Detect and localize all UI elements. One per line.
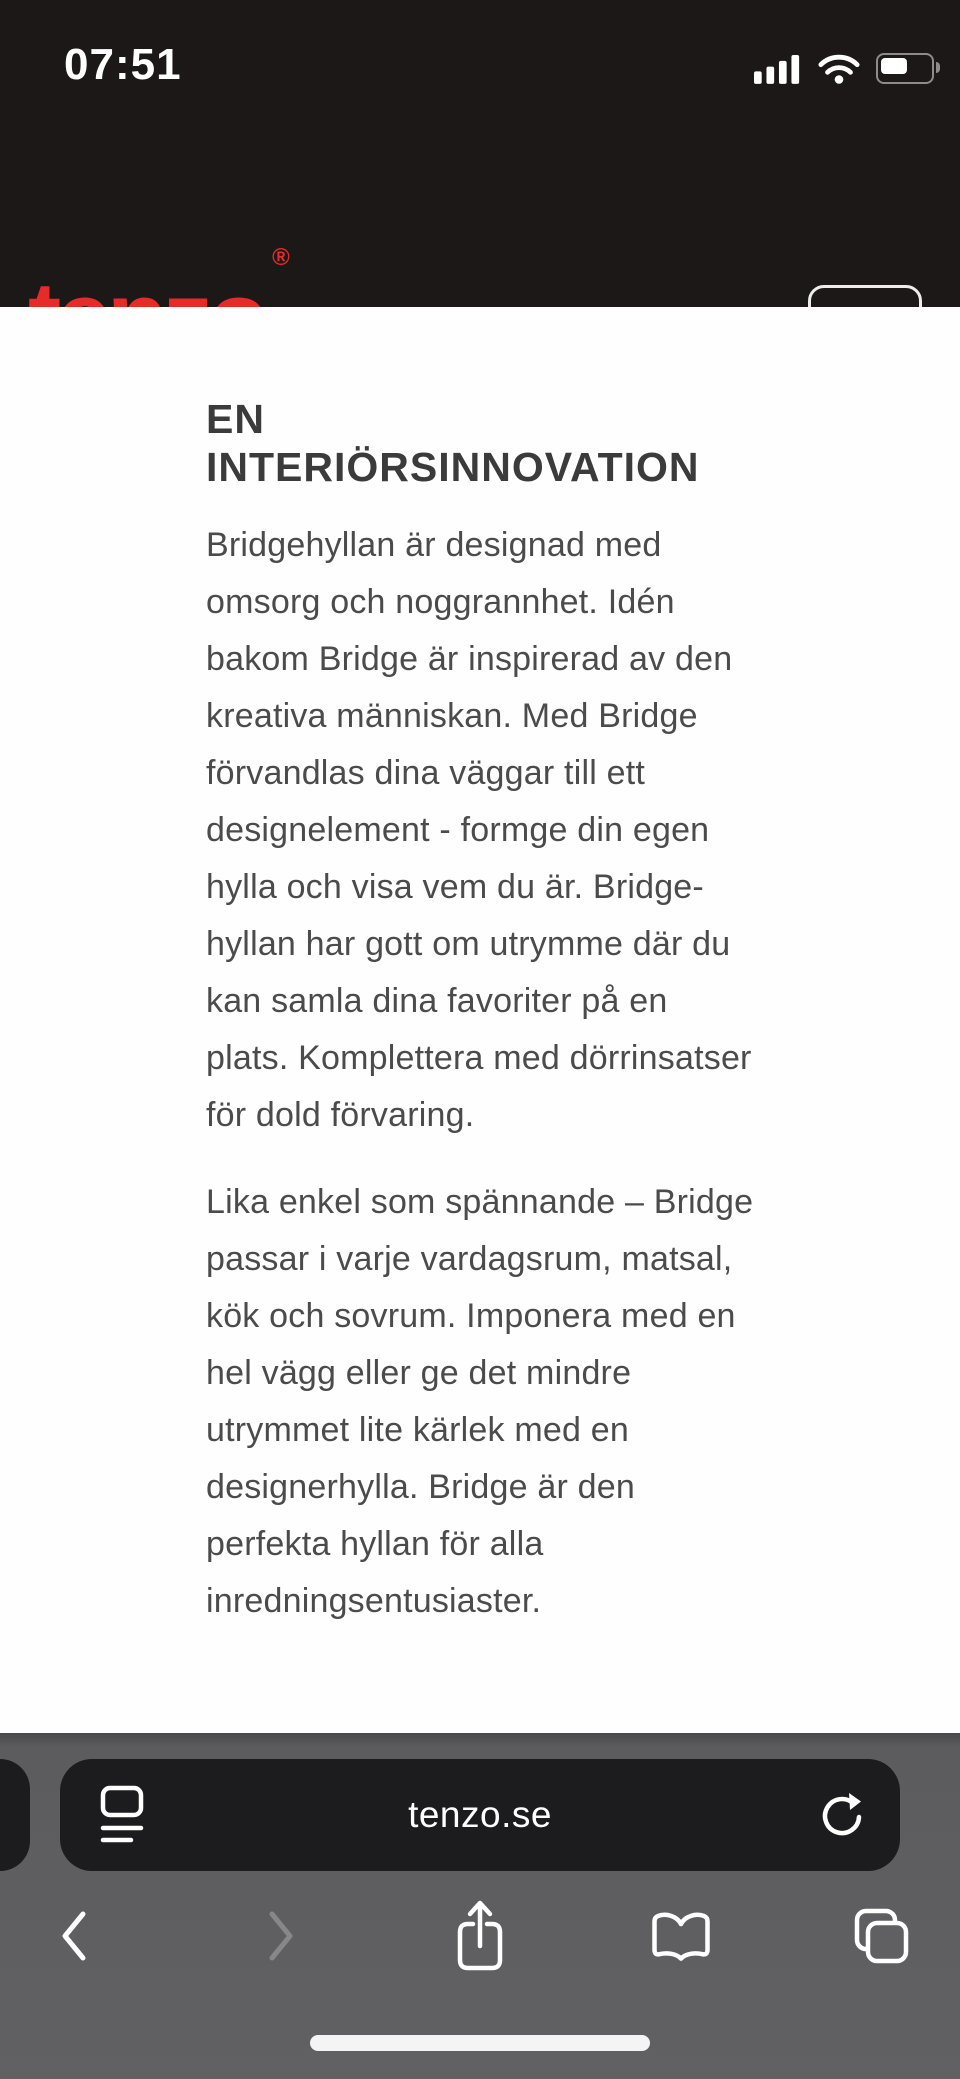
address-bar[interactable] [60,1759,900,1871]
open-book-icon [649,1909,713,1963]
status-bar [0,0,960,100]
share-button[interactable] [435,1888,525,1983]
battery-fill [881,58,907,74]
browser-chrome [0,1733,960,2079]
previous-tab-peek[interactable] [0,1759,30,1871]
top-black-block [0,0,960,307]
status-icons [754,48,934,88]
wifi-icon [817,52,861,85]
share-icon [452,1898,508,1974]
refresh-button[interactable] [810,1783,874,1847]
cellular-signal-icon [754,53,802,84]
article-content [0,307,960,1733]
bookmarks-button[interactable] [636,1888,726,1983]
tabs-button[interactable] [836,1888,926,1983]
page-title-line: INTERIÖRSINNOVATION [206,444,700,490]
battery-nub [936,62,941,73]
page-title [206,395,755,491]
chevron-right-icon [266,1910,296,1962]
site-header [0,100,960,307]
article-paragraph: Lika enkel som spännande – Bridge passar i varje vardagsrum, matsal, kök och sovrum. Imponera med en hel vägg eller ge det mindre utrymmet lite kärlek med en designerhylla. Bridge är den perfekta hyllan för alla inredningsentusiaster. [206,1183,754,1620]
forward-button[interactable] [236,1888,326,1983]
tabs-icon [852,1906,910,1966]
home-indicator[interactable] [310,2035,650,2051]
back-button[interactable] [29,1888,119,1983]
refresh-icon [818,1790,866,1840]
article-paragraph: Bridgehyllan är designad med omsorg och noggrannhet. Idén bakom Bridge är inspirerad av den kreativa människan. Med Bridge förvandlas dina väggar till ett designelement - formge din egen hylla och visa vem du är. Bridge-hyllan har gott om utrymme där du kan samla dina favoriter på en plats. Komplettera med dörrinsatser för dold förvaring. [206,526,752,1134]
page-title-line: EN [206,396,265,442]
registered-mark: ® [272,244,290,271]
status-time: 07:51 [64,40,182,89]
address-label: tenzo.se [408,1794,552,1835]
chevron-left-icon [59,1910,89,1962]
battery-icon [876,53,934,84]
